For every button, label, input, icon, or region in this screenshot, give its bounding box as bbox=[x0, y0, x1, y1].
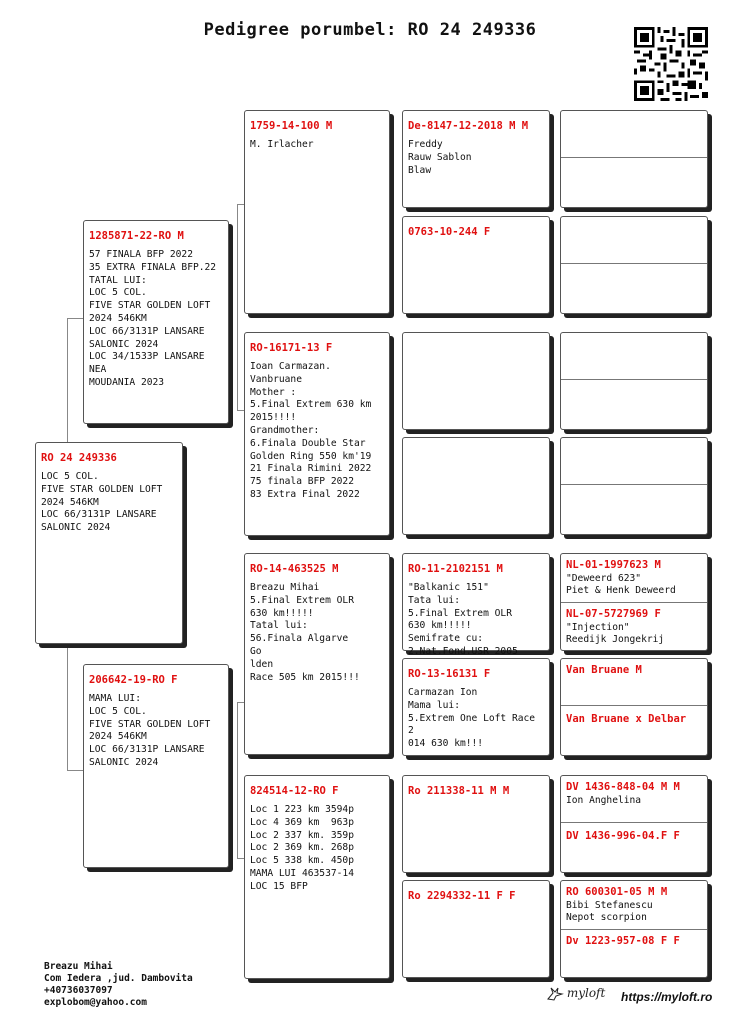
gen5-entry[interactable] bbox=[561, 881, 707, 929]
pigeon-info: Ioan Carmazan. Vanbruane Mother : 5.Final Extrem 630 km 2015!!!! Grandmother: 6.Finala Double Star Golden Ring 550 km'19 21 Finala Rimini 2022 75 finala BFP 2022 83 Extra Final 2022 bbox=[250, 361, 372, 500]
ring-number: 206642-19-RO F bbox=[89, 674, 178, 686]
pigeon-card-gen3[interactable] bbox=[244, 775, 390, 979]
connector-line bbox=[237, 858, 244, 859]
gen5-entry[interactable] bbox=[561, 554, 707, 602]
ring-number: RO-13-16131 F bbox=[408, 668, 491, 680]
ring-number: 1285871-22-RO M bbox=[89, 230, 184, 242]
connector-line bbox=[237, 702, 238, 858]
bird-icon bbox=[547, 987, 563, 1001]
pigeon-info: MAMA LUI: LOC 5 COL. FIVE STAR GOLDEN LOFT 2024 546KM LOC 66/3131P LANSARE SALONIC 2024 bbox=[89, 693, 211, 768]
pigeon-info: Freddy Rauw Sablon Blaw bbox=[408, 139, 472, 176]
ring-number: Dv 1223-957-08 F F bbox=[566, 935, 680, 947]
pigeon-info: Carmazan Ion Mama lui: 5.Extrem One Loft Race 2 014 630 km!!! bbox=[408, 687, 536, 750]
pigeon-card-gen4[interactable] bbox=[402, 658, 550, 756]
ring-number: NL-07-5727969 F bbox=[566, 608, 661, 620]
pigeon-card-gen5[interactable] bbox=[560, 658, 708, 756]
qr-code-icon bbox=[634, 27, 708, 101]
gen5-entry[interactable] bbox=[561, 659, 707, 705]
ring-number: RO 600301-05 M M bbox=[566, 886, 668, 898]
pigeon-card-gen5-empty[interactable] bbox=[560, 216, 708, 314]
pigeon-info: M. Irlacher bbox=[250, 139, 314, 150]
divider bbox=[561, 379, 707, 380]
website-link[interactable]: https://myloft.ro bbox=[621, 990, 713, 1004]
connector-line bbox=[237, 410, 244, 411]
owner-name: Breazu Mihai bbox=[44, 961, 113, 972]
pigeon-card-gen5[interactable] bbox=[560, 775, 708, 873]
pigeon-card-gen5-empty[interactable] bbox=[560, 110, 708, 208]
ring-number: Van Bruane M bbox=[566, 664, 642, 676]
pigeon-card-gen4[interactable] bbox=[402, 775, 550, 873]
ring-number: 824514-12-RO F bbox=[250, 785, 339, 797]
pigeon-info: Loc 1 223 km 3594p Loc 4 369 km 963p Loc 2 337 km. 359p Loc 2 369 km. 268p Loc 5 338 km. 450p MAMA LUI 463537-14 LOC 15 BFP bbox=[250, 804, 354, 892]
myloft-logo bbox=[547, 986, 605, 1001]
owner-contact bbox=[44, 961, 193, 1009]
pigeon-card-gen4[interactable] bbox=[402, 332, 550, 430]
pigeon-info: "Balkanic 151" Tata lui: 5.Final Extrem OLR 630 km!!!!! Semifrate cu: 2.Nat.Fond.USR 2005 bbox=[408, 582, 518, 657]
owner-address: Com Iedera ,jud. Dambovita bbox=[44, 973, 193, 984]
pigeon-card-gen4[interactable] bbox=[402, 880, 550, 978]
pigeon-info: Ion Anghelina bbox=[566, 795, 642, 806]
gen5-entry[interactable] bbox=[561, 603, 707, 652]
ring-number: NL-01-1997623 M bbox=[566, 559, 661, 571]
pigeon-card-gen4[interactable] bbox=[402, 437, 550, 535]
ring-number: RO-16171-13 F bbox=[250, 342, 333, 354]
gen5-entry[interactable] bbox=[561, 776, 707, 822]
pigeon-card-gen4[interactable] bbox=[402, 110, 550, 208]
ring-number: De-8147-12-2018 M M bbox=[408, 120, 529, 132]
gen5-entry[interactable] bbox=[561, 708, 707, 757]
pigeon-info: Bibi Stefanescu Nepot scorpion bbox=[566, 900, 653, 923]
pigeon-card-gen3[interactable] bbox=[244, 553, 390, 755]
pigeon-card-gen5-empty[interactable] bbox=[560, 437, 708, 535]
divider bbox=[561, 263, 707, 264]
pigeon-info: 57 FINALA BFP 2022 35 EXTRA FINALA BFP.22 TATAL LUI: LOC 5 COL. FIVE STAR GOLDEN LOFT 2024 546KM LOC 66/3131P LANSARE SALONIC 2024 LOC 34/1533P LANSARE NEA MOUDANIA 2023 bbox=[89, 249, 217, 388]
pigeon-card-subject[interactable] bbox=[35, 442, 183, 644]
pigeon-info: "Injection" Reedijk Jongekrij bbox=[566, 622, 665, 645]
pigeon-info: LOC 5 COL. FIVE STAR GOLDEN LOFT 2024 546KM LOC 66/3131P LANSARE SALONIC 2024 bbox=[41, 471, 163, 534]
pigeon-card-gen3[interactable] bbox=[244, 110, 390, 314]
connector-line bbox=[237, 204, 238, 410]
pigeon-info: "Deweerd 623" Piet & Henk Deweerd bbox=[566, 573, 676, 596]
ring-number: DV 1436-848-04 M M bbox=[566, 781, 680, 793]
pigeon-card-gen4[interactable] bbox=[402, 553, 550, 657]
pigeon-card-gen5[interactable] bbox=[560, 553, 708, 651]
ring-number: Ro 2294332-11 F F bbox=[408, 890, 516, 902]
divider bbox=[561, 705, 707, 706]
gen5-entry[interactable] bbox=[561, 825, 707, 874]
pigeon-info: Breazu Mihai 5.Final Extrem OLR 630 km!!!!! Tatal lui: 56.Finala Algarve Go lden Race 505 km 2015!!! bbox=[250, 582, 360, 683]
ring-number: DV 1436-996-04.F F bbox=[566, 830, 680, 842]
page-title: Pedigree porumbel: RO 24 249336 bbox=[203, 20, 537, 40]
pigeon-card-gen5-empty[interactable] bbox=[560, 332, 708, 430]
pigeon-card-gen4[interactable] bbox=[402, 216, 550, 314]
ring-number: RO-11-2102151 M bbox=[408, 563, 503, 575]
ring-number: RO 24 249336 bbox=[41, 452, 117, 464]
ring-number: RO-14-463525 M bbox=[250, 563, 339, 575]
logo-text: myloft bbox=[566, 986, 606, 1000]
connector-line bbox=[67, 318, 83, 319]
divider bbox=[561, 822, 707, 823]
divider bbox=[561, 484, 707, 485]
ring-number: Ro 211338-11 M M bbox=[408, 785, 510, 797]
owner-phone: +40736037097 bbox=[44, 985, 113, 996]
gen5-entry[interactable] bbox=[561, 930, 707, 979]
divider bbox=[561, 157, 707, 158]
connector-line bbox=[67, 770, 83, 771]
connector-line bbox=[237, 702, 244, 703]
pigeon-card-gen3[interactable] bbox=[244, 332, 390, 536]
ring-number: 1759-14-100 M bbox=[250, 120, 333, 132]
owner-email[interactable]: explobom@yahoo.com bbox=[44, 997, 147, 1008]
pigeon-card-dam[interactable] bbox=[83, 664, 229, 868]
ring-number: 0763-10-244 F bbox=[408, 226, 491, 238]
ring-number: Van Bruane x Delbar bbox=[566, 713, 687, 725]
pigeon-card-sire[interactable] bbox=[83, 220, 229, 424]
pigeon-card-gen5[interactable] bbox=[560, 880, 708, 978]
connector-line bbox=[237, 204, 244, 205]
